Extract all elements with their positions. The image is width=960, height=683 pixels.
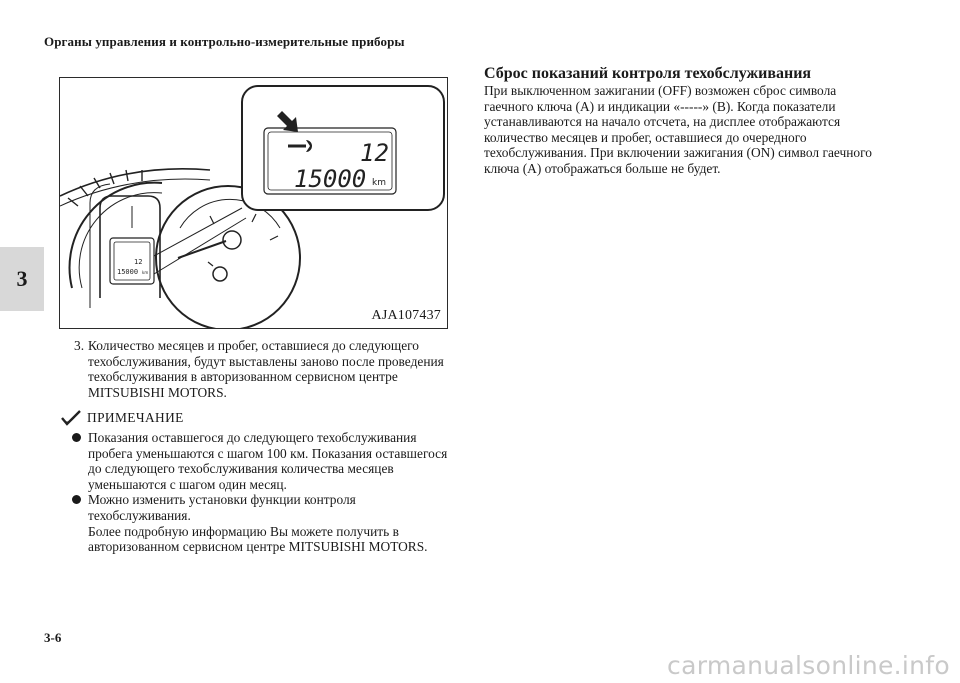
step-3 (74, 338, 454, 400)
step-text: Количество месяцев и пробег, оставшиеся до следующего техобслуживания, будут выставлены заново после проведения техобслуживания в авторизованном сервисном центре MITSUBISHI MOTORS. (88, 338, 444, 400)
months-readout: 12 (360, 139, 389, 167)
small-unit-label: km (142, 270, 149, 275)
note-bullet-text: Показания оставшегося до следующего техобслуживания пробега уменьшаются с шагом 100 км. Показания оставшегося до следующего техобслуживания количества месяцев уменьшаются с шагом один месяц. (88, 430, 448, 492)
note-check-icon (61, 410, 81, 426)
bullet-dot-icon (72, 495, 81, 504)
section-text: При выключенном зажигании (OFF) возможен сброс символа гаечного ключа (A) и индикации «-----» (B). Когда показатели устанавливаются на начало отсчета, на дисплее отображаются количество месяцев и пробег, оставшиеся до очередного техобслуживания. При включении зажигания (ON) символ гаечного ключа (A) отображаться больше не будет. (484, 83, 872, 176)
watermark: carmanualsonline.info (667, 651, 950, 680)
note-heading-text: ПРИМЕЧАНИЕ (87, 410, 184, 425)
note-bullet (72, 492, 457, 554)
reset-section (484, 65, 884, 177)
note-bullet (72, 430, 457, 492)
page-header: Органы управления и контрольно-измерительные приборы (44, 34, 405, 49)
distance-readout: 15000 (294, 165, 367, 193)
note-heading (61, 410, 184, 426)
display-callout (242, 86, 444, 210)
note-bullets (72, 430, 457, 555)
chapter-tab: 3 (0, 247, 44, 311)
center-pod (90, 184, 160, 308)
small-distance-readout: 15000 (117, 268, 139, 276)
bullet-dot-icon (72, 433, 81, 442)
section-title: Сброс показаний контроля техобслуживания (484, 65, 812, 82)
figure-code: AJA107437 (371, 308, 441, 323)
note-bullet-text-continued: Более подробную информацию Вы можете получить в авторизованном сервисном центре MITSUBISHI MOTORS. (88, 523, 428, 555)
small-months-readout: 12 (134, 258, 143, 266)
step-number: 3. (74, 338, 85, 353)
distance-unit-label: km (372, 178, 386, 188)
instrument-cluster-figure (59, 77, 448, 329)
cluster-illustration (60, 78, 448, 329)
note-bullet-text: Можно изменить установки функции контроля техобслуживания. (88, 492, 356, 523)
page-number: 3-6 (44, 630, 62, 645)
